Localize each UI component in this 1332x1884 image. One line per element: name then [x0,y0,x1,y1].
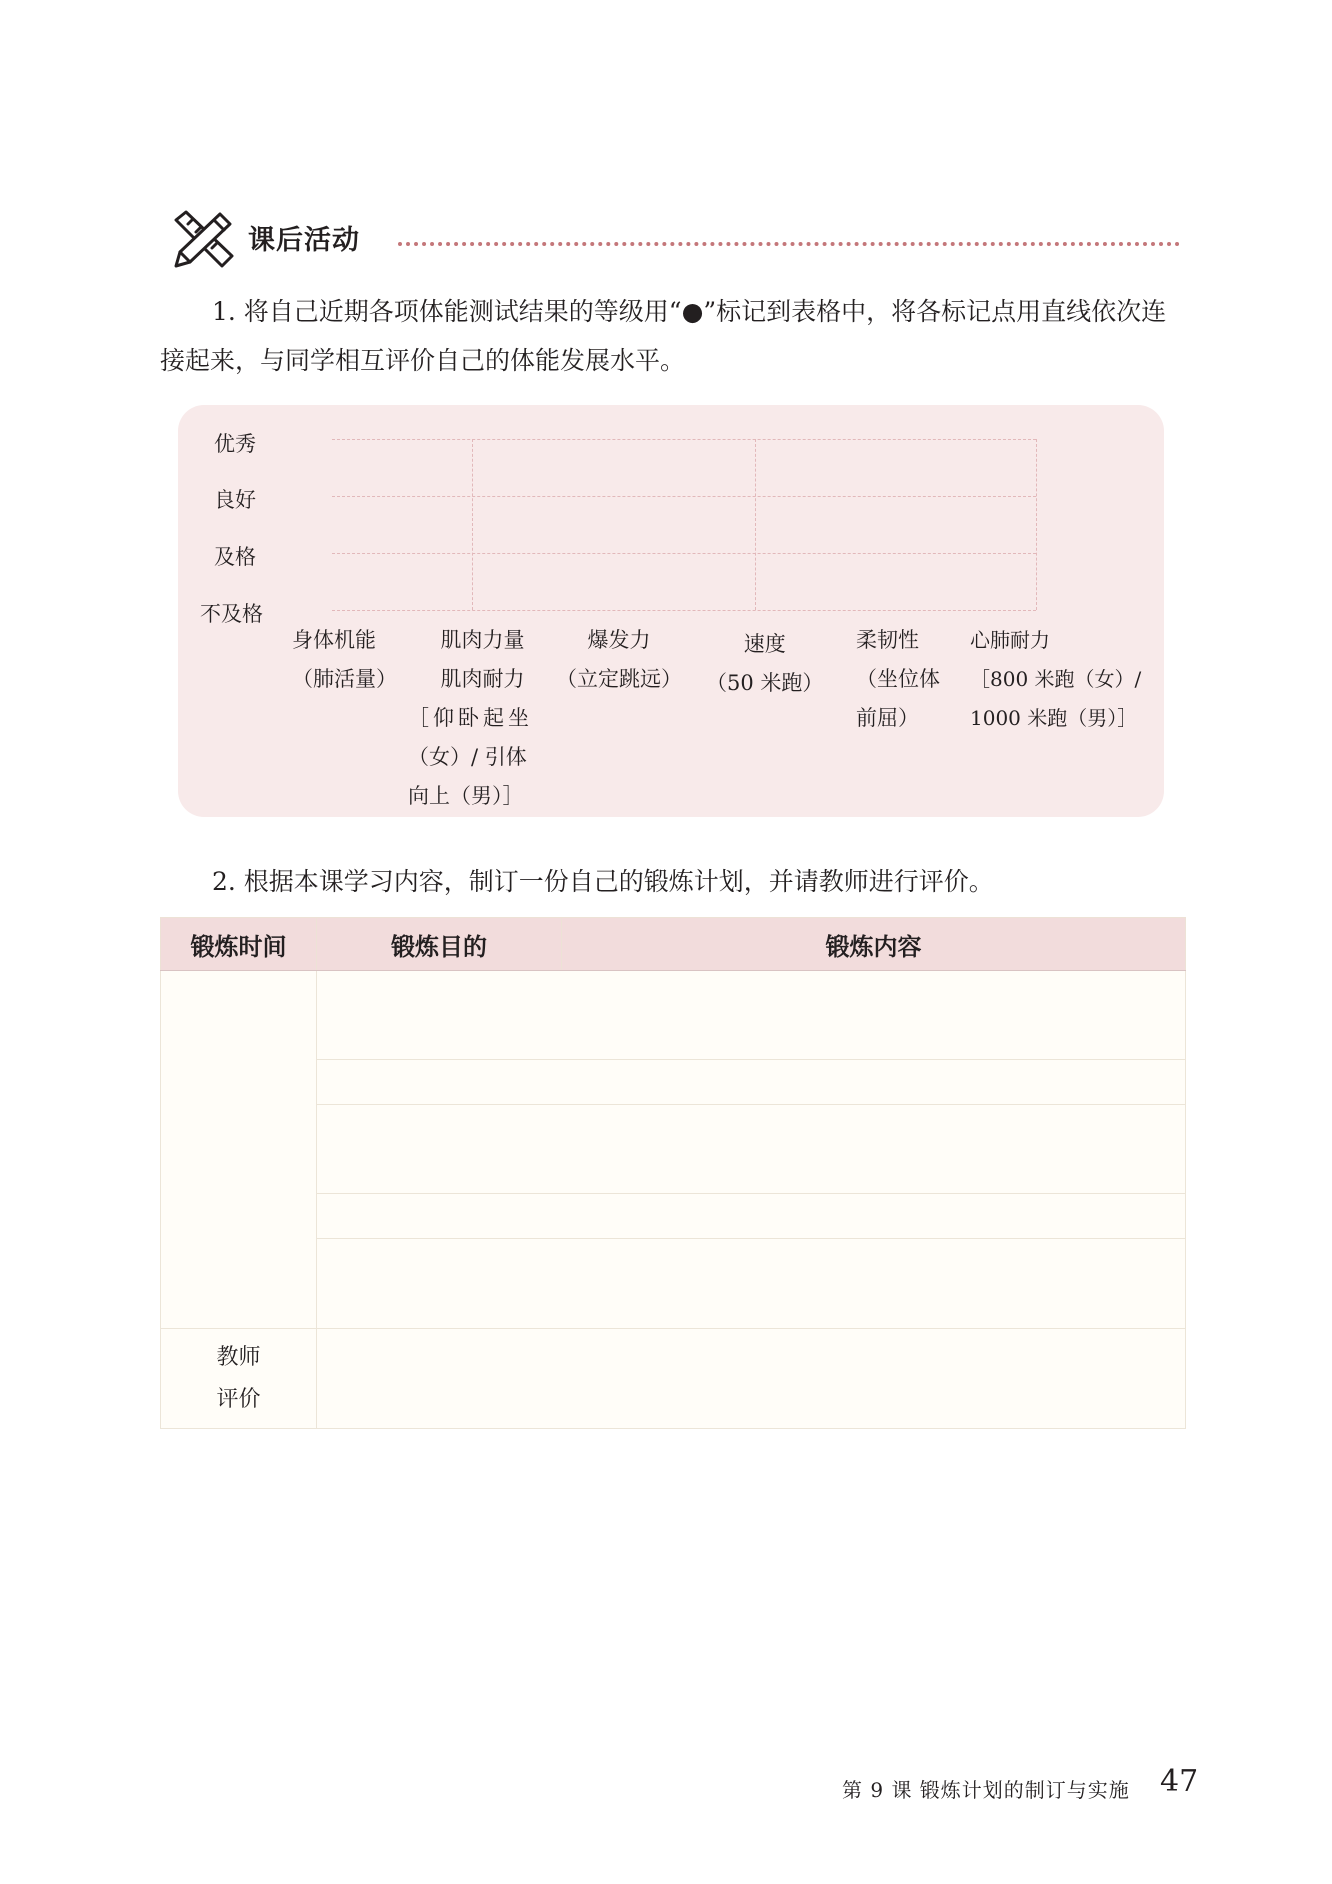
category-line: （立定跳远） [556,667,682,691]
grid-line [755,439,756,610]
teacher-evaluation-label [161,1329,317,1429]
plan-row[interactable] [317,1060,1186,1105]
category-line: （肺活量） [292,667,397,691]
plan-row[interactable] [317,1239,1186,1329]
grade-label-pass: 及格 [214,545,256,569]
category-line: ［800 米跑（女）/ [970,667,1142,691]
category-line: 心肺耐力 [970,628,1050,652]
category-line: 速度 [743,632,786,656]
category-line: 前屈） [856,706,919,730]
grid-line [1036,439,1037,610]
section-divider [398,242,1180,246]
grid-line [332,610,1036,611]
plan-row[interactable] [317,1105,1186,1194]
category-explosive [556,621,682,699]
grade-label-good: 良好 [214,488,256,512]
question-2: 2. 根据本课学习内容，制订一份自己的锻炼计划，并请教师进行评价。 [212,867,994,896]
plan-row[interactable] [317,1194,1186,1239]
exercise-plan-table [160,917,1186,1427]
category-line: 肌肉耐力 [440,667,525,691]
category-cardio [970,621,1141,738]
grid-line [332,553,1036,554]
category-line: （坐位体 [856,667,940,691]
page-number: 47 [1160,1764,1199,1799]
category-line: 向上（男）］ [408,784,524,808]
grid-line [332,496,1036,497]
footer-lesson-title: 第 9 课 锻炼计划的制订与实施 [842,1778,1130,1802]
label-line: 教师 [216,1344,261,1370]
pencil-ruler-icon [170,210,236,270]
grade-label-excellent: 优秀 [214,432,256,456]
question-1: 1. 将自己近期各项体能测试结果的等级用“●”标记到表格中，将各标记点用直线依次连接起来，与同学相互评价自己的体能发展水平。 [160,297,1167,375]
category-line: 肌肉力量 [440,628,525,652]
header-exercise-purpose: 锻炼目的 [317,918,562,971]
label-line: 评价 [216,1386,261,1412]
grid-line [332,439,1036,440]
grade-chart-panel [178,405,1164,817]
category-line: 柔韧性 [856,628,919,652]
category-line: （50 米跑） [706,671,824,695]
category-body-function [292,621,397,699]
plan-row[interactable] [317,971,1186,1060]
category-line: ［仰卧起坐 [408,706,533,730]
category-line: 爆发力 [587,628,651,652]
category-flexibility [856,621,940,738]
header-exercise-content: 锻炼内容 [562,918,1186,971]
header-exercise-time: 锻炼时间 [161,918,317,971]
section-title: 课后活动 [248,225,360,256]
teacher-evaluation-cell[interactable] [317,1329,1186,1429]
category-line: （女）/ 引体 [408,745,527,769]
category-line: 1000 米跑（男）］ [970,706,1138,730]
category-speed [706,625,823,703]
exercise-time-cell[interactable] [161,971,317,1329]
category-line: 身体机能 [292,628,376,652]
grade-label-fail: 不及格 [200,602,263,626]
category-muscle [408,621,533,816]
grid-line [472,439,473,610]
